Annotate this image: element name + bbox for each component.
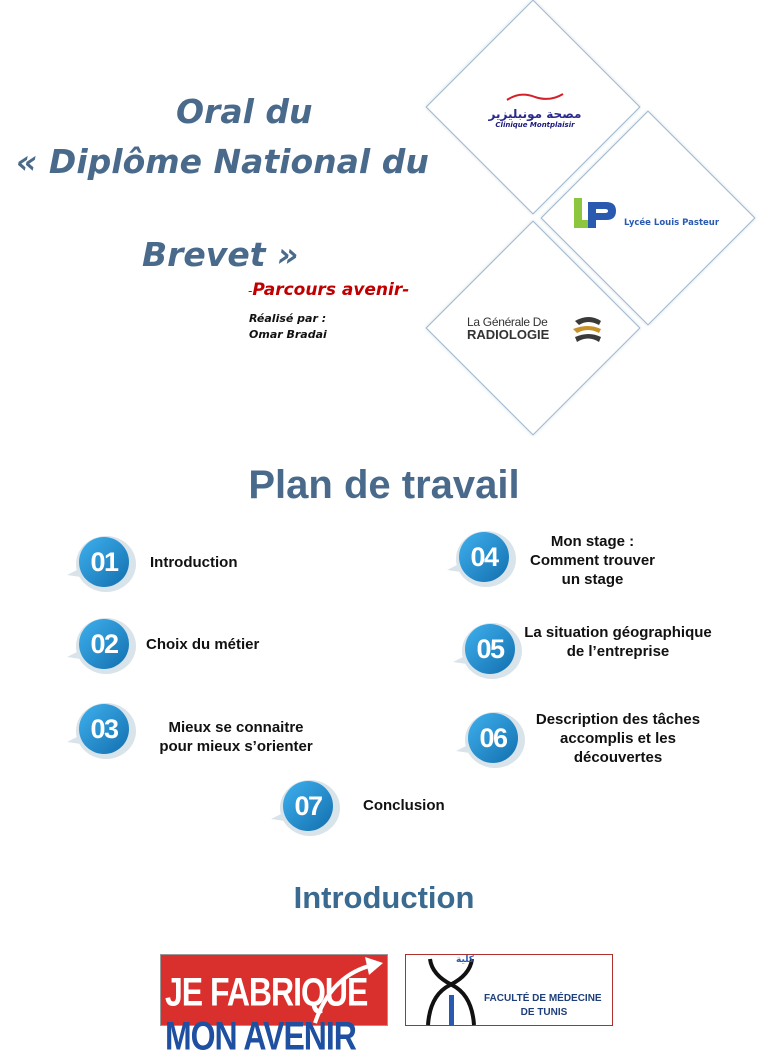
title-line-2: « Diplôme National du	[16, 142, 429, 181]
badge-number: 05	[476, 634, 504, 664]
badge-number: 07	[294, 791, 322, 821]
subtitle-dash: -	[248, 284, 253, 298]
arrow-up-icon	[311, 955, 387, 1025]
radiologie-line-2: RADIOLOGIE	[467, 327, 550, 342]
badge-number: 03	[90, 714, 118, 744]
lycee-louis-pasteur-logo	[572, 196, 720, 234]
lycee-name: Lycée Louis Pasteur	[624, 218, 720, 228]
title-line-3: Brevet »	[142, 235, 299, 274]
badge-number: 02	[90, 629, 118, 659]
plan-item-line: La situation géographique	[524, 624, 712, 641]
plan-item-line: Mieux se connaitre	[168, 719, 304, 736]
generale-radiologie-logo	[467, 315, 549, 342]
caduceus-icon	[420, 955, 482, 1025]
clinique-swoosh-icon	[505, 91, 565, 103]
subtitle-text: Parcours avenir-	[252, 280, 410, 300]
plan-badge-05	[453, 618, 523, 680]
plan-badge-06	[456, 707, 526, 769]
plan-item-situation-geographique	[518, 623, 718, 661]
plan-item-line: de l’entreprise	[566, 643, 670, 660]
je-fabrique-mon-avenir-image	[160, 954, 388, 1058]
plan-badge-02	[67, 613, 137, 675]
faculte-line-2: DE TUNIS	[520, 1007, 568, 1018]
byline-label: Réalisé par :	[249, 312, 327, 325]
plan-item-choix-metier: Choix du métier	[146, 636, 260, 653]
plan-badge-07	[271, 775, 341, 837]
badge-number: 01	[90, 547, 118, 577]
plan-item-introduction: Introduction	[150, 554, 238, 571]
plan-item-line: Comment trouver	[529, 552, 656, 569]
faculte-arabic: كلية	[456, 955, 475, 965]
clinique-latin-name: Clinique Montplaisir	[495, 121, 575, 129]
plan-badge-03	[67, 698, 137, 760]
badge-number: 06	[479, 723, 507, 753]
fabrique-line-1: JE FABRIQUE	[165, 969, 368, 1014]
plan-item-mieux-connaitre	[145, 718, 327, 756]
plan-badge-01	[67, 531, 137, 593]
plan-badge-04	[447, 526, 517, 588]
lp-monogram-icon	[572, 196, 622, 230]
plan-item-mon-stage	[520, 532, 665, 589]
plan-item-conclusion: Conclusion	[363, 797, 445, 814]
byline-author: Omar Bradai	[249, 328, 327, 341]
plan-title: Plan de travail	[248, 463, 520, 507]
plan-item-description-taches	[518, 710, 718, 767]
subtitle	[248, 280, 409, 300]
clinique-montplaisir-logo	[470, 88, 600, 129]
plan-item-line: Mon stage :	[550, 533, 635, 550]
badge-number: 04	[470, 542, 498, 572]
faculte-medecine-tunis-logo	[405, 954, 613, 1026]
plan-item-line: découvertes	[573, 749, 663, 766]
plan-item-line: pour mieux s’orienter	[159, 738, 313, 755]
fabrique-line-2: MON AVENIR	[165, 1013, 356, 1058]
radiologie-swirl-icon	[571, 315, 605, 345]
plan-item-line: Description des tâches	[535, 711, 701, 728]
plan-item-line: accomplis et les	[560, 730, 676, 747]
plan-item-line: un stage	[561, 571, 624, 588]
radiologie-line-1: La Générale De	[467, 315, 548, 329]
title-line-1: Oral du	[176, 92, 313, 131]
introduction-title: Introduction	[293, 880, 475, 915]
clinique-arabic-name: مصحة مونبليزير	[488, 107, 582, 121]
faculte-line-1: FACULTÉ DE MÉDECINE	[484, 993, 602, 1004]
